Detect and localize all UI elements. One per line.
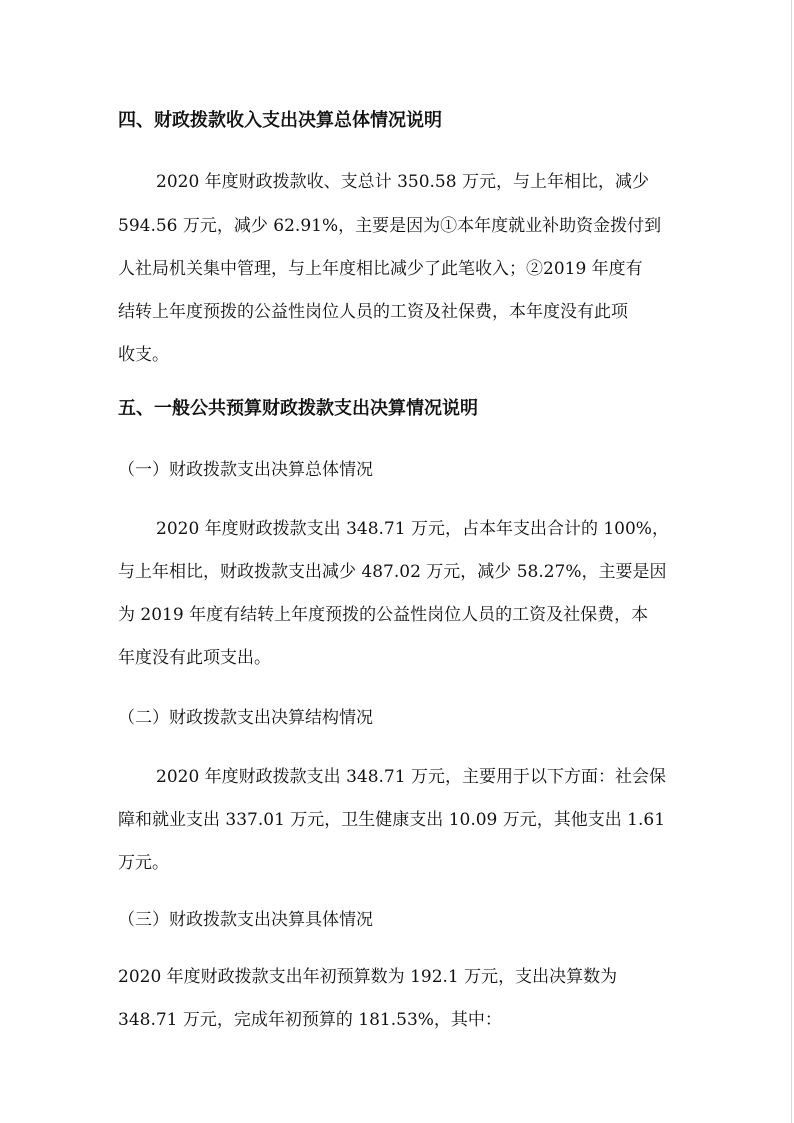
paragraph-line: 为 2019 年度有结转上年度预拨的公益性岗位人员的工资及社保费，本 (118, 605, 649, 625)
paragraph-line: 348.71 万元，完成年初预算的 181.53%，其中： (118, 1010, 502, 1030)
paragraph-line: 结转上年度预拨的公益性岗位人员的工资及社保费，本年度没有此项 (118, 302, 628, 322)
paragraph-line: 2020 年度财政拨款支出年初预算数为 192.1 万元，支出决算数为 (118, 967, 618, 987)
paragraph-line: 收支。 (118, 345, 169, 365)
paragraph-line: 障和就业支出 337.01 万元，卫生健康支出 10.09 万元，其他支出 1.61 (118, 810, 666, 830)
paragraph-line: 人社局机关集中管理，与上年度相比减少了此笔收入；②2019 年度有 (118, 259, 643, 279)
subsection-title: （二）财政拨款支出决算结构情况 (118, 708, 373, 728)
paragraph-line: 2020 年度财政拨款收、支总计 350.58 万元，与上年相比，减少 (156, 172, 649, 192)
section-5-heading: 五、一般公共预算财政拨款支出决算情况说明 (118, 398, 478, 419)
paragraph-line: 万元。 (118, 853, 169, 873)
paragraph-line: 2020 年度财政拨款支出 348.71 万元，主要用于以下方面：社会保 (156, 767, 666, 787)
subsection-title: （一）财政拨款支出决算总体情况 (118, 460, 373, 480)
paragraph-line: 2020 年度财政拨款支出 348.71 万元，占本年支出合计的 100%， (156, 519, 669, 539)
section-4-heading: 四、财政拨款收入支出决算总体情况说明 (118, 110, 442, 131)
paragraph-line: 与上年相比，财政拨款支出减少 487.02 万元，减少 58.27%，主要是因 (118, 562, 667, 582)
paragraph-line: 594.56 万元，减少 62.91%，主要是因为①本年度就业补助资金拨付到 (118, 216, 662, 236)
subsection-title: （三）财政拨款支出决算具体情况 (118, 910, 373, 930)
paragraph-line: 年度没有此项支出。 (118, 648, 271, 668)
